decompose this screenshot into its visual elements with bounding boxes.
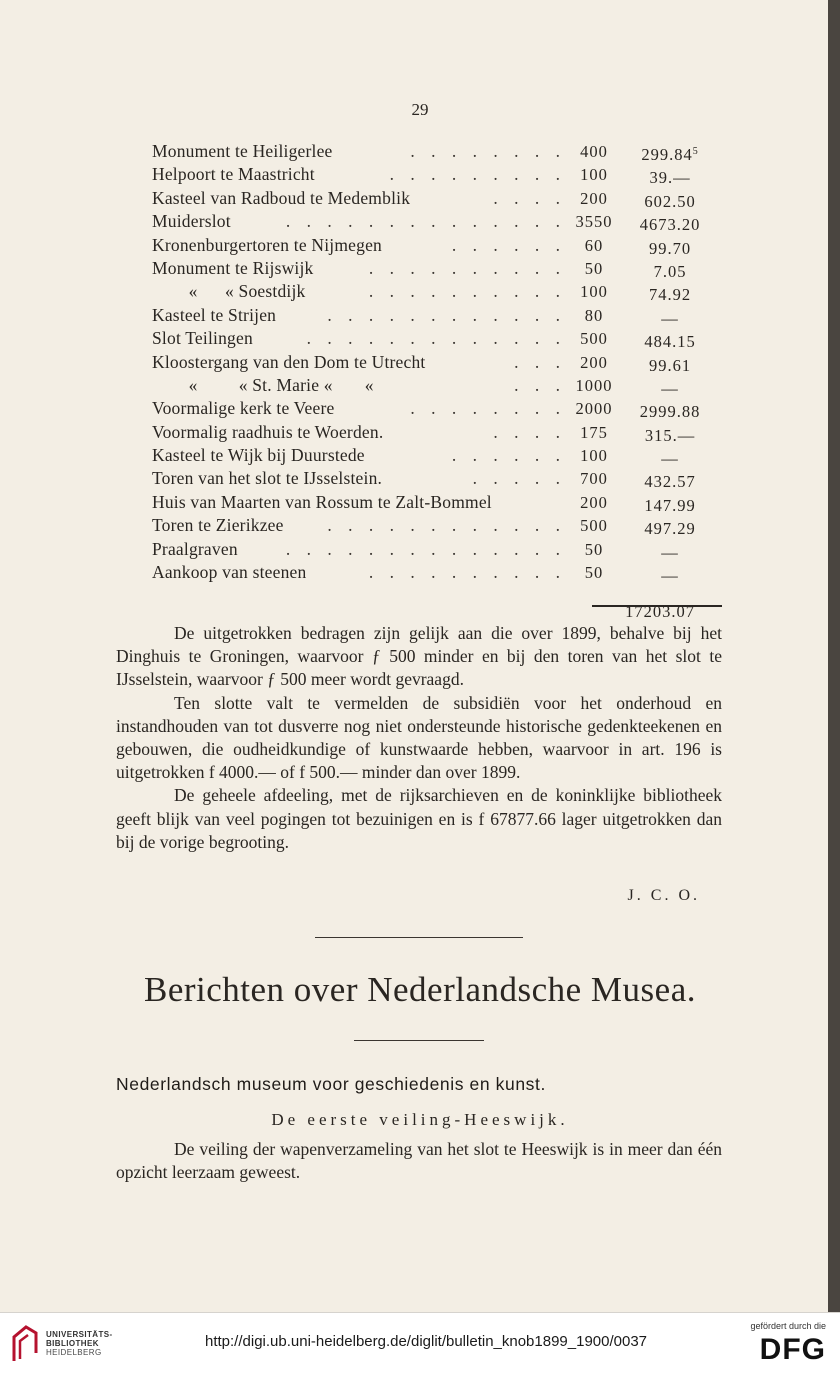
table-total: 17203.07 — [625, 602, 695, 621]
row-spent-amount: 484.15 — [644, 332, 696, 352]
row-budget-value: 200 — [580, 188, 608, 208]
row-budget-value: 50 — [584, 563, 604, 583]
row-budget-value: 500 — [580, 329, 608, 349]
row-spent-value — [630, 421, 710, 447]
row-spent-value — [630, 304, 710, 330]
table-row — [152, 374, 732, 397]
row-spent-value — [630, 327, 710, 353]
row-spent-amount: 74.92 — [648, 285, 692, 305]
row-spent-amount: 315.— — [644, 425, 696, 445]
row-label: Voormalig raadhuis te Woerden. — [152, 421, 384, 442]
table-row — [152, 561, 732, 584]
table-row — [152, 514, 732, 537]
table-row — [152, 538, 732, 561]
row-label: Slot Teilingen — [152, 328, 253, 349]
row-leader-dots: . . . . — [493, 187, 566, 208]
row-leader-dots: . . . . . . — [451, 234, 566, 255]
body-text-block-2 — [116, 1138, 722, 1184]
row-spent-amount: 2999.88 — [639, 402, 701, 422]
row-budget-value: 400 — [580, 142, 608, 161]
paragraph: De uitgetrokken bedragen zijn gelijk aan die over 1899, behalve bij het Dinghuis te Groningen, waarvoor ƒ 500 minder en bij den toren van het slot te IJsselstein, waarvoor ƒ 500 meer wordt gevraagd. — [116, 623, 722, 690]
row-spent-amount: 299.84 — [641, 145, 693, 164]
row-spent-amount: — — [661, 378, 679, 398]
table-row — [152, 397, 732, 420]
university-library-logo-icon — [12, 1323, 38, 1363]
row-spent-amount: 432.57 — [644, 472, 696, 492]
row-budget-value: 100 — [580, 282, 608, 302]
row-spent-amount: — — [661, 449, 679, 469]
row-leader-dots: . . . . . . — [451, 445, 566, 466]
table-row — [152, 234, 732, 257]
row-spent-amount: — — [661, 566, 679, 586]
row-spent-value — [630, 444, 710, 470]
row-budget-value: 2000 — [575, 399, 613, 419]
row-leader-dots: . . . . . . . . . . . . . . — [285, 538, 566, 559]
paragraph: Ten slotte valt te vermelden de subsidiën voor het onderhoud en instandhouden van tot dusverre nog niet ondersteunde historische gedenkteekenen en gebouwen, die oudheidkundige of kunstwaarde hebben, waarvoor in art. 196 is uitgetrokken f 4000.— of f 500.— minder dan over 1899. — [116, 692, 722, 783]
row-label: « « Soestdijk — [152, 281, 306, 302]
row-leader-dots: . . . . . . . . . . — [368, 562, 566, 583]
table-row — [152, 257, 732, 280]
row-spent-value — [630, 397, 710, 423]
dfg-caption: gefördert durch die — [750, 1321, 826, 1331]
row-spent-value — [630, 491, 710, 517]
row-leader-dots: . . . . . — [472, 468, 566, 489]
university-library-name — [46, 1330, 113, 1357]
row-label: Kronenburgertoren te Nijmegen — [152, 234, 382, 255]
section-divider — [315, 937, 523, 938]
section-heading: Berichten over Nederlandsche Musea. — [143, 970, 696, 1009]
row-spent-value — [630, 187, 710, 213]
row-label: Voormalige kerk te Veere — [152, 398, 335, 419]
table-row — [152, 327, 732, 350]
row-leader-dots: . . . . — [493, 421, 566, 442]
row-spent-amount: 4673.20 — [639, 215, 701, 235]
row-leader-dots: . . . . . . . . . — [389, 164, 566, 185]
ub-line-2: BIBLIOTHEK — [46, 1339, 99, 1348]
row-spent-value — [630, 280, 710, 306]
row-label: Toren te Zierikzee — [152, 515, 284, 536]
paragraph: De veiling der wapenverzameling van het slot te Heeswijk is in meer dan één opzicht leerzaam geweest. — [116, 1139, 722, 1183]
row-label: Toren van het slot te IJsselstein. — [152, 468, 383, 489]
table-row — [152, 140, 732, 163]
row-leader-dots: . . . . . . . . . . — [368, 281, 566, 302]
row-spent-amount: 99.70 — [648, 238, 692, 258]
table-row — [152, 491, 732, 514]
row-budget-value: 175 — [580, 422, 608, 442]
row-label: Kasteel te Wijk bij Duurstede — [152, 445, 365, 466]
row-budget-value: 100 — [580, 165, 608, 185]
paragraph: De geheele afdeeling, met de rijksarchieven en de koninklijke bibliotheek geeft blijk van veel pogingen tot bezuinigen en is f 67877.66 lager uitgetrokken dan bij de vorige begrooting. — [116, 785, 722, 852]
table-row — [152, 421, 732, 444]
row-spent-value — [630, 374, 710, 400]
row-budget-value: 50 — [584, 258, 604, 278]
table-row — [152, 210, 732, 233]
table-row — [152, 280, 732, 303]
row-spent-value — [630, 467, 710, 493]
row-leader-dots: . . . . . . . . . . . . — [327, 515, 566, 536]
row-leader-dots: . . . . . . . . . . . . — [327, 304, 566, 325]
row-spent-amount: — — [661, 542, 679, 562]
page-number: 29 — [411, 100, 429, 119]
row-spent-value — [630, 163, 710, 189]
row-spent-value — [630, 561, 710, 587]
row-leader-dots: . . . . . . . . . . . . . — [306, 328, 566, 349]
row-spent-amount: — — [661, 308, 679, 328]
row-spent-value — [630, 257, 710, 283]
row-budget-value: 3550 — [575, 212, 613, 232]
row-spent-amount: 147.99 — [644, 495, 696, 515]
row-spent-amount: 602.50 — [644, 191, 696, 211]
row-budget-value: 100 — [580, 446, 608, 466]
row-budget-value: 200 — [580, 492, 608, 512]
row-spent-amount: 99.61 — [648, 355, 692, 375]
row-budget-value: 1000 — [575, 375, 613, 395]
row-budget-value: 500 — [580, 516, 608, 536]
row-spent-amount: 39.— — [649, 168, 691, 188]
row-budget-value: 60 — [584, 235, 604, 255]
ub-line-3: HEIDELBERG — [46, 1348, 102, 1357]
body-text-block — [116, 622, 722, 854]
row-spent-value — [630, 140, 710, 166]
row-label: « « St. Marie « « — [152, 374, 374, 395]
row-label: Aankoop van steenen — [152, 562, 307, 583]
row-leader-dots: . . . — [514, 374, 566, 395]
row-leader-dots: . . . . . . . . — [410, 141, 566, 161]
row-leader-dots: . . . . . . . . . . . . . . — [285, 211, 566, 232]
expenditure-table — [152, 140, 732, 584]
permalink-url[interactable]: http://digi.ub.uni-heidelberg.de/diglit/bulletin_knob1899_1900/0037 — [205, 1333, 648, 1350]
table-row — [152, 444, 732, 467]
row-label: Praalgraven — [152, 538, 238, 559]
row-spent-value — [630, 514, 710, 540]
row-budget-value: 50 — [584, 539, 604, 559]
footer-bar — [0, 1312, 840, 1375]
subtitle: De eerste veiling-Heeswijk. — [271, 1110, 569, 1129]
row-leader-dots: . . . . . . . . — [410, 398, 566, 419]
ub-line-1: UNIVERSITÄTS- — [46, 1330, 113, 1339]
table-row — [152, 467, 732, 490]
table-row — [152, 351, 732, 374]
row-spent-amount: 7.05 — [653, 261, 687, 281]
heading-divider — [354, 1040, 484, 1041]
row-leader-dots: . . . . . . . . . . — [368, 257, 566, 278]
row-budget-value: 200 — [580, 352, 608, 372]
row-spent-superscript: 5 — [692, 146, 699, 157]
row-label: Huis van Maarten van Rossum te Zalt-Bommel — [152, 491, 492, 512]
row-spent-value — [630, 210, 710, 236]
row-label: Kasteel van Radboud te Medemblik — [152, 187, 411, 208]
table-row — [152, 163, 732, 186]
signature: J. C. O. — [627, 887, 700, 904]
row-spent-value — [630, 351, 710, 377]
row-spent-amount: 497.29 — [644, 519, 696, 539]
row-budget-value: 80 — [584, 305, 604, 325]
row-label: Monument te Heiligerlee — [152, 141, 333, 161]
row-spent-value — [630, 234, 710, 260]
row-label: Monument te Rijswijk — [152, 257, 314, 278]
row-spent-value — [630, 538, 710, 564]
row-label: Kasteel te Strijen — [152, 304, 277, 325]
subheading: Nederlandsch museum voor geschiedenis en kunst. — [116, 1074, 546, 1094]
dfg-logo: DFG — [759, 1333, 826, 1366]
row-label: Helpoort te Maastricht — [152, 164, 315, 185]
table-row — [152, 304, 732, 327]
row-leader-dots: . . . — [514, 351, 566, 372]
row-label: Kloostergang van den Dom te Utrecht — [152, 351, 426, 372]
row-label: Muiderslot — [152, 211, 231, 232]
table-row — [152, 187, 732, 210]
row-budget-value: 700 — [580, 469, 608, 489]
